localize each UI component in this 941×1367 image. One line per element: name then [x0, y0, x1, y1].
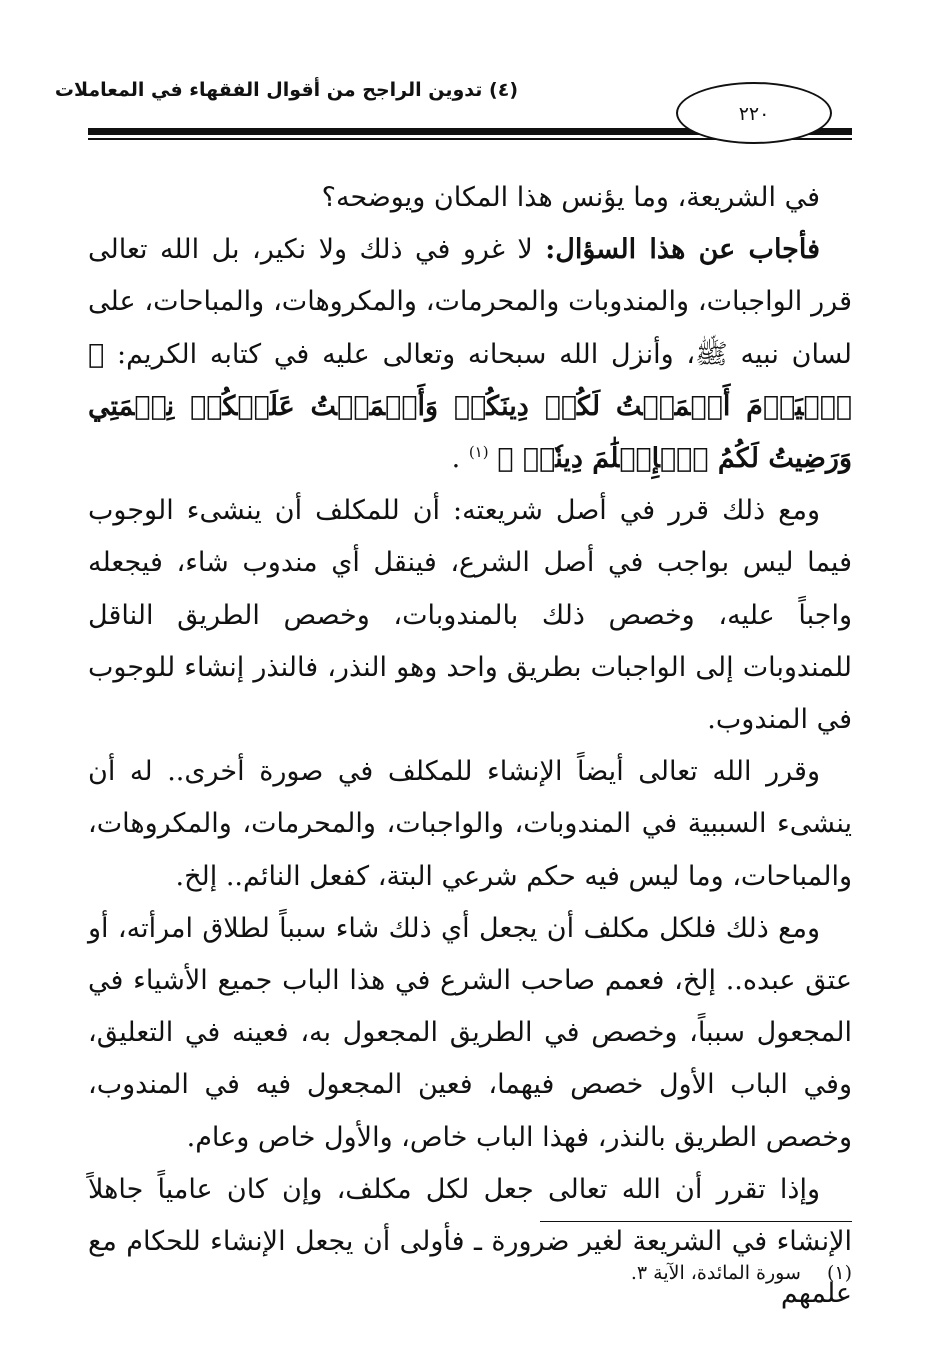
paragraph-continuation: في الشريعة، وما يؤنس هذا المكان ويوضحه؟: [321, 182, 820, 213]
footnote-marker: (١): [468, 443, 489, 462]
paragraph-answer: [88, 224, 852, 485]
page-number-oval: [676, 82, 832, 144]
paragraph-causality: وقرر الله تعالى أيضاً الإنشاء للمكلف في صورة أخرى.. له أن ينشىء السببية في المندوبات، والواجبات، والمحرمات، والمكروهات، والمباحات، وما ليس فيه حكم شرعي البتة، كفعل النائم.. إلخ.: [88, 756, 852, 892]
page-number: ٢٢٠: [738, 103, 770, 125]
answer-ending: .: [451, 443, 461, 475]
footnote-text: سورة المائدة، الآية ٣.: [630, 1262, 801, 1284]
answer-text: لا غرو في ذلك ولا نكير، بل الله تعالى قرر الواجبات، والمندوبات والمحرمات، والمكروهات، والمباحات، على لسان نبيه ﷺ، وأنزل الله سبحانه وتعالى عليه في كتابه الكريم:: [88, 234, 852, 370]
quran-quote: ﴿ ٱلۡيَوۡمَ أَكۡمَلۡتُ لَكُمۡ دِينَكُمۡ وَأَتۡمَمۡتُ عَلَيۡكُمۡ نِعۡمَتِي وَرَضِيتُ لَكُمُ ٱلۡإِسۡلَٰمَ دِينٗاۚ ﴾: [88, 338, 852, 475]
running-title: (٤) تدوين الراجح من أقوال الفقهاء في المعاملات: [54, 79, 518, 101]
paragraph-nadhr: ومع ذلك قرر في أصل شريعته: أن للمكلف أن ينشىء الوجوب فيما ليس بواجب في أصل الشرع، فينقل أي مندوب شاء، فيجعله واجباً عليه، وخصص ذلك بالمندوبات، وخصص الطريق الناقل للمندوبات إلى الواجبات بطريق واحد وهو النذر، فالنذر إنشاء للوجوب في المندوب.: [88, 495, 852, 736]
page-header: [54, 72, 852, 152]
paragraph-conditional: ومع ذلك فلكل مكلف أن يجعل أي ذلك شاء سبباً لطلاق امرأته، أو عتق عبده.. إلخ، فعمم صاحب الشرع في هذا الباب جميع الأشياء في المجعول سبباً، وخصص في الطريق المجعول به، فعينه في التعليق، وفي الباب الأول خصص فيهما، فعين المجعول فيه في المندوب، وخصص الطريق بالنذر، فهذا الباب خاص، والأول خاص وعام.: [88, 912, 852, 1153]
footnote-number: (١): [826, 1262, 852, 1284]
answer-heading: فأجاب عن هذا السؤال:: [545, 234, 820, 266]
footnote-separator: [540, 1221, 852, 1222]
main-text: [88, 172, 852, 1320]
paragraph-conclusion: وإذا تقرر أن الله تعالى جعل لكل مكلف، وإن كان عامياً جاهلاً الإنشاء في الشريعة لغير ضرورة ـ فأولى أن يجعل الإنشاء للحكام مع علمهم: [88, 1173, 852, 1310]
footnote: [88, 1260, 852, 1286]
